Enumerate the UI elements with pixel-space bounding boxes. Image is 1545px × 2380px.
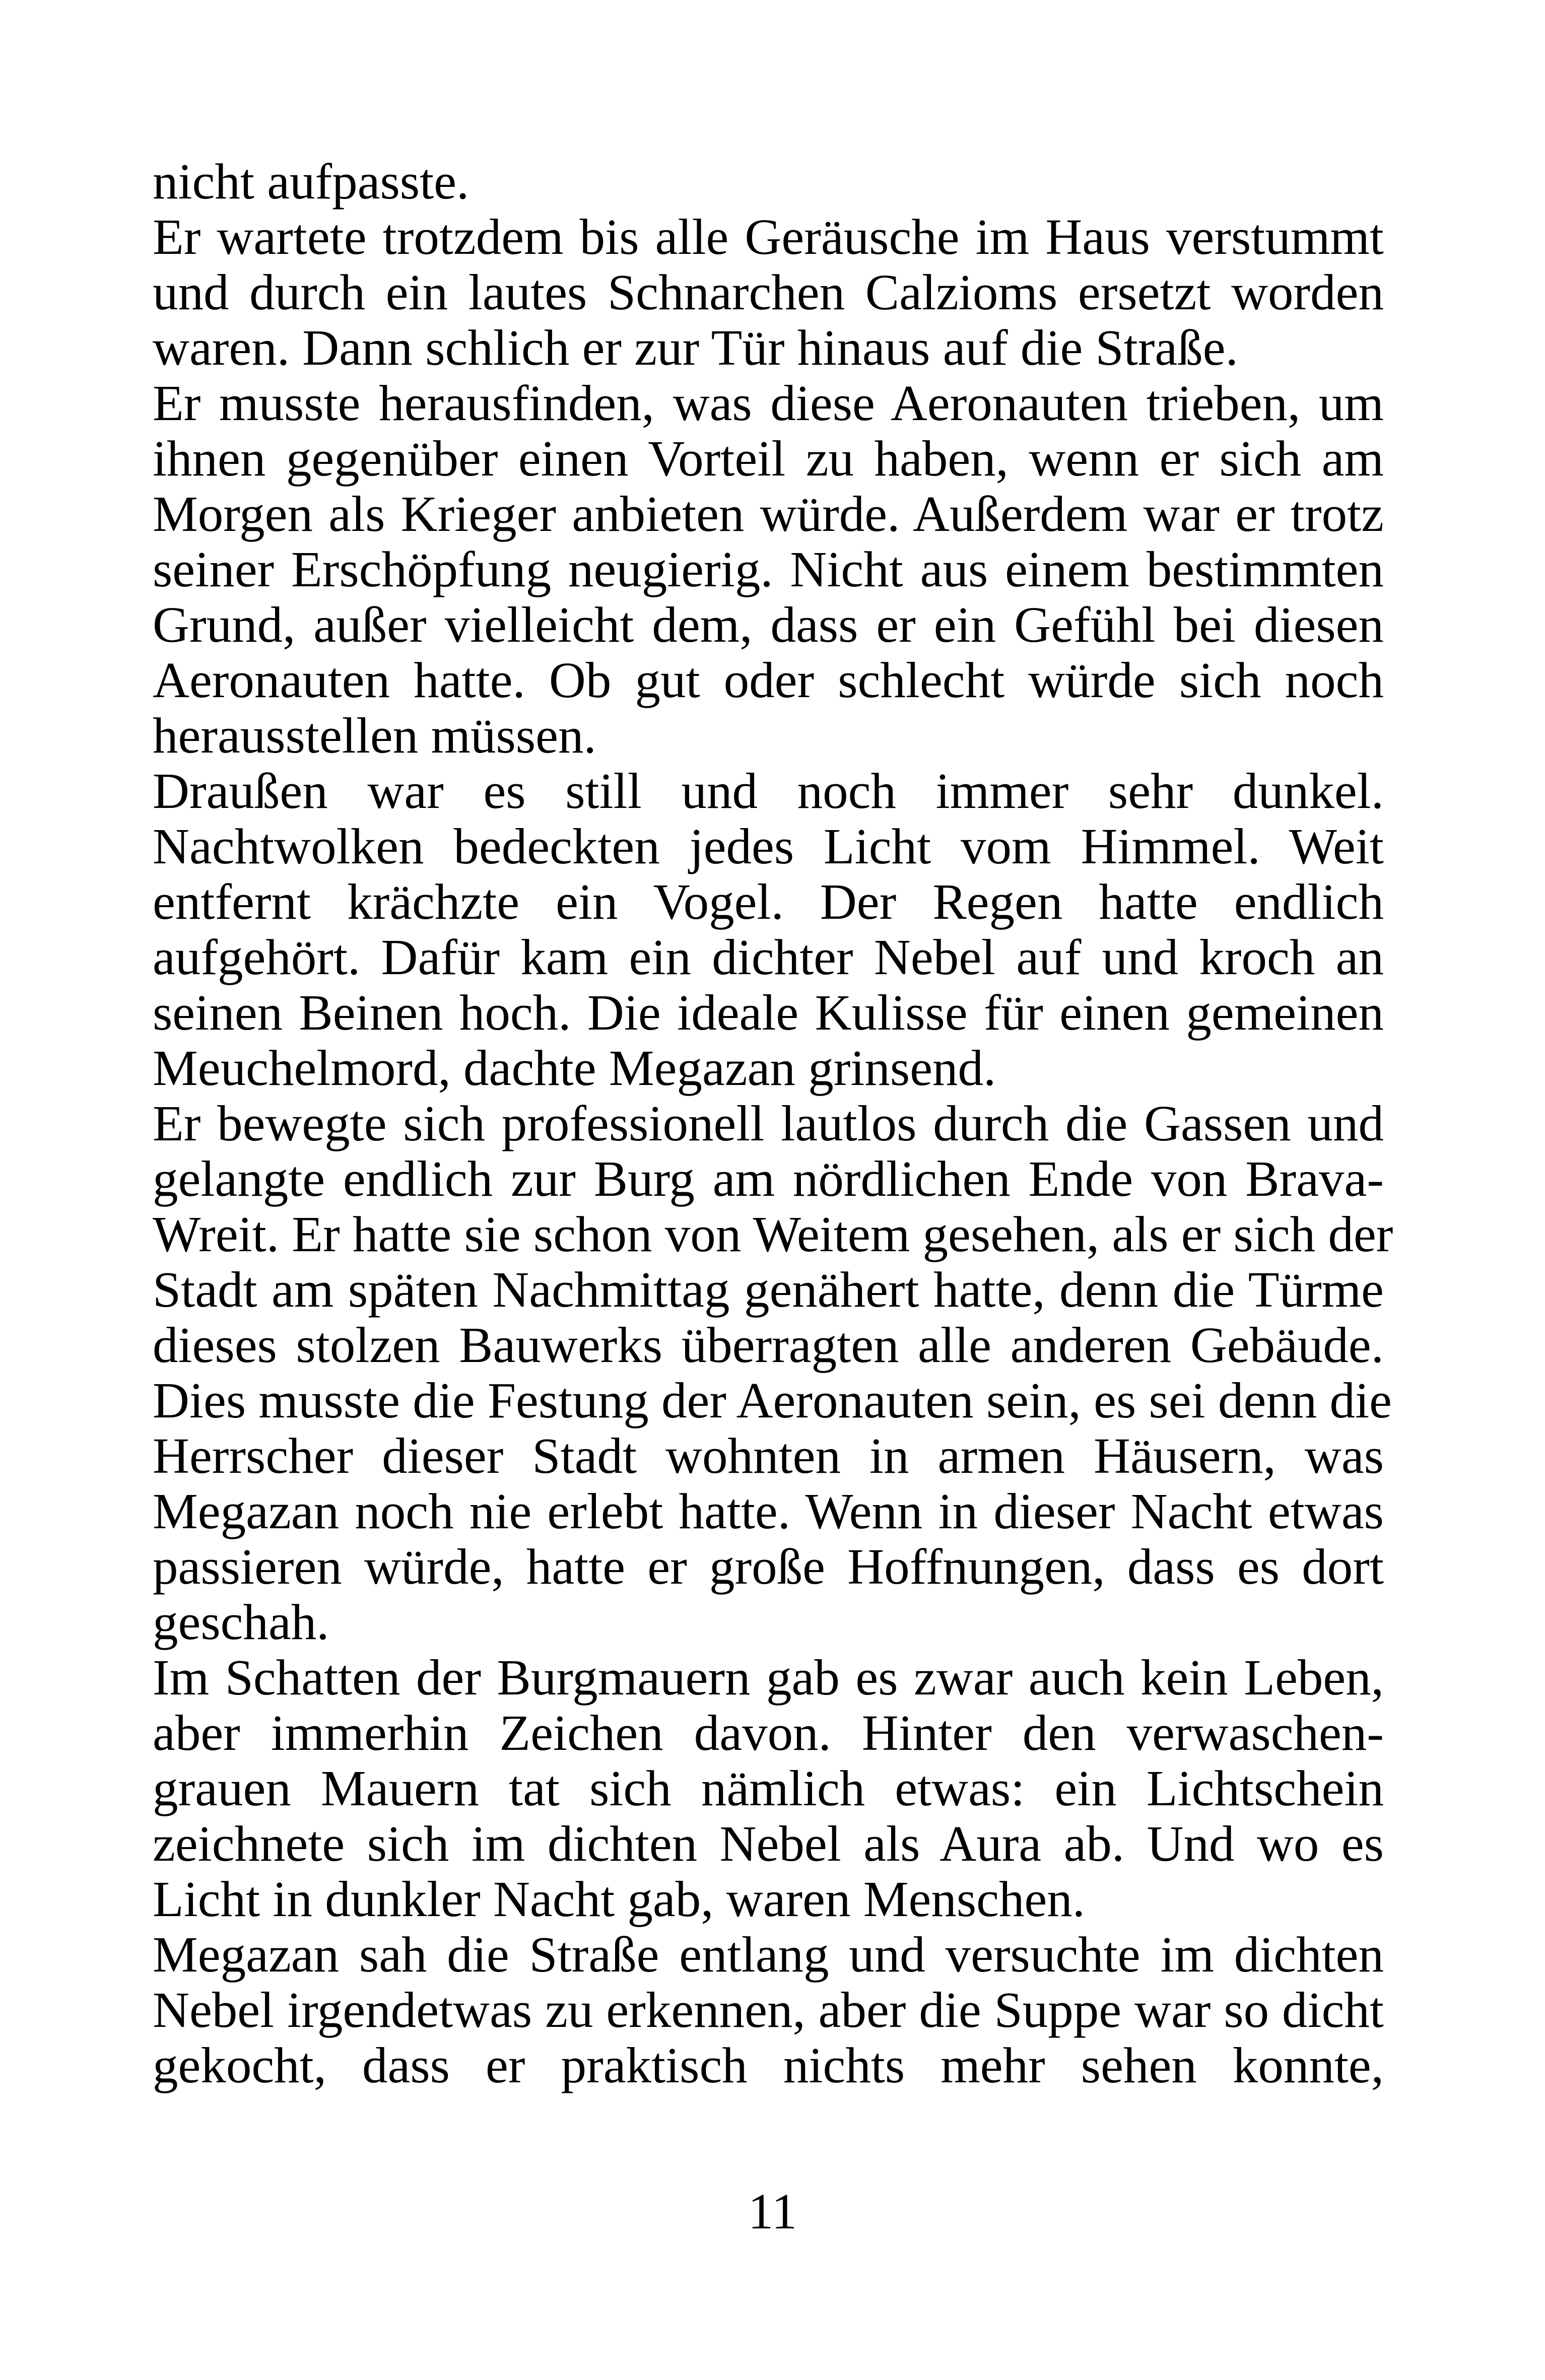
text-line: Meuchelmord, dachte Megazan grinsend. (153, 1040, 996, 1096)
text-line: Nebel irgendetwas zu erkennen, aber die Suppe war so dicht (153, 1982, 1384, 2038)
paragraph (153, 763, 1384, 1096)
text-line: seinen Beinen hoch. Die ideale Kulisse für einen gemeinen (153, 984, 1384, 1041)
text-line: aber immerhin Zeichen davon. Hinter den verwaschen- (153, 1705, 1384, 1761)
text-line: seiner Erschöpfung neugierig. Nicht aus einem bestimmten (153, 541, 1384, 597)
text-line: herausstellen müssen. (153, 707, 596, 764)
text-line: Megazan sah die Straße entlang und versuchte im dichten (153, 1926, 1384, 1983)
paragraph (153, 154, 1384, 209)
text-line: Morgen als Krieger anbieten würde. Außerdem war er trotz (153, 486, 1384, 542)
text-line: Im Schatten der Burgmauern gab es zwar auch kein Leben, (153, 1649, 1384, 1706)
text-line: Licht in dunkler Nacht gab, waren Menschen. (153, 1871, 1086, 1927)
paragraph (153, 375, 1384, 763)
paragraph (153, 1095, 1393, 1650)
text-line: waren. Dann schlich er zur Tür hinaus auf die Straße. (153, 319, 1238, 376)
text-line: Er musste herausfinden, was diese Aeronauten trieben, um (153, 375, 1384, 431)
text-line: Dies musste die Festung der Aeronauten sein, es sei denn die (153, 1372, 1392, 1429)
text-line: gelangte endlich zur Burg am nördlichen Ende von Brava- (153, 1150, 1384, 1207)
text-line: entfernt krächzte ein Vogel. Der Regen hatte endlich (153, 873, 1384, 930)
text-line: und durch ein lautes Schnarchen Calzioms ersetzt worden (153, 264, 1384, 320)
text-line: Grund, außer vielleicht dem, dass er ein Gefühl bei diesen (153, 596, 1384, 653)
text-line: geschah. (153, 1594, 329, 1650)
text-line: passieren würde, hatte er große Hoffnungen, dass es dort (153, 1538, 1384, 1595)
text-line: Nachtwolken bedeckten jedes Licht vom Himmel. Weit (153, 818, 1384, 874)
paragraph (153, 209, 1384, 375)
text-line: Wreit. Er hatte sie schon von Weitem gesehen, als er sich der (153, 1206, 1393, 1262)
text-line: Er wartete trotzdem bis alle Geräusche im Haus verstummt (153, 209, 1384, 265)
text-line: Draußen war es still und noch immer sehr dunkel. (153, 763, 1384, 819)
text-line: dieses stolzen Bauwerks überragten alle anderen Gebäude. (153, 1317, 1384, 1373)
paragraph (153, 1650, 1384, 1927)
text-line: Aeronauten hatte. Ob gut oder schlecht würde sich noch (153, 652, 1384, 708)
text-line: ihnen gegenüber einen Vorteil zu haben, wenn er sich am (153, 430, 1384, 487)
text-line: Er bewegte sich professionell lautlos durch die Gassen und (153, 1095, 1384, 1151)
text-line: Herrscher dieser Stadt wohnten in armen Häusern, was (153, 1427, 1384, 1484)
body-text (153, 153, 1393, 2093)
text-line: aufgehört. Dafür kam ein dichter Nebel auf und kroch an (153, 929, 1384, 985)
text-line: nicht aufpasste. (153, 153, 469, 210)
page-number: 11 (748, 2183, 797, 2239)
text-line: Megazan noch nie erlebt hatte. Wenn in dieser Nacht etwas (153, 1483, 1384, 1539)
text-line: grauen Mauern tat sich nämlich etwas: ein Lichtschein (153, 1760, 1384, 1816)
paragraph (153, 1927, 1384, 2093)
text-line: zeichnete sich im dichten Nebel als Aura ab. Und wo es (153, 1815, 1384, 1872)
text-line: Stadt am späten Nachmittag genähert hatte, denn die Türme (153, 1261, 1384, 1318)
text-line: gekocht, dass er praktisch nichts mehr sehen konnte, (153, 2037, 1384, 2093)
